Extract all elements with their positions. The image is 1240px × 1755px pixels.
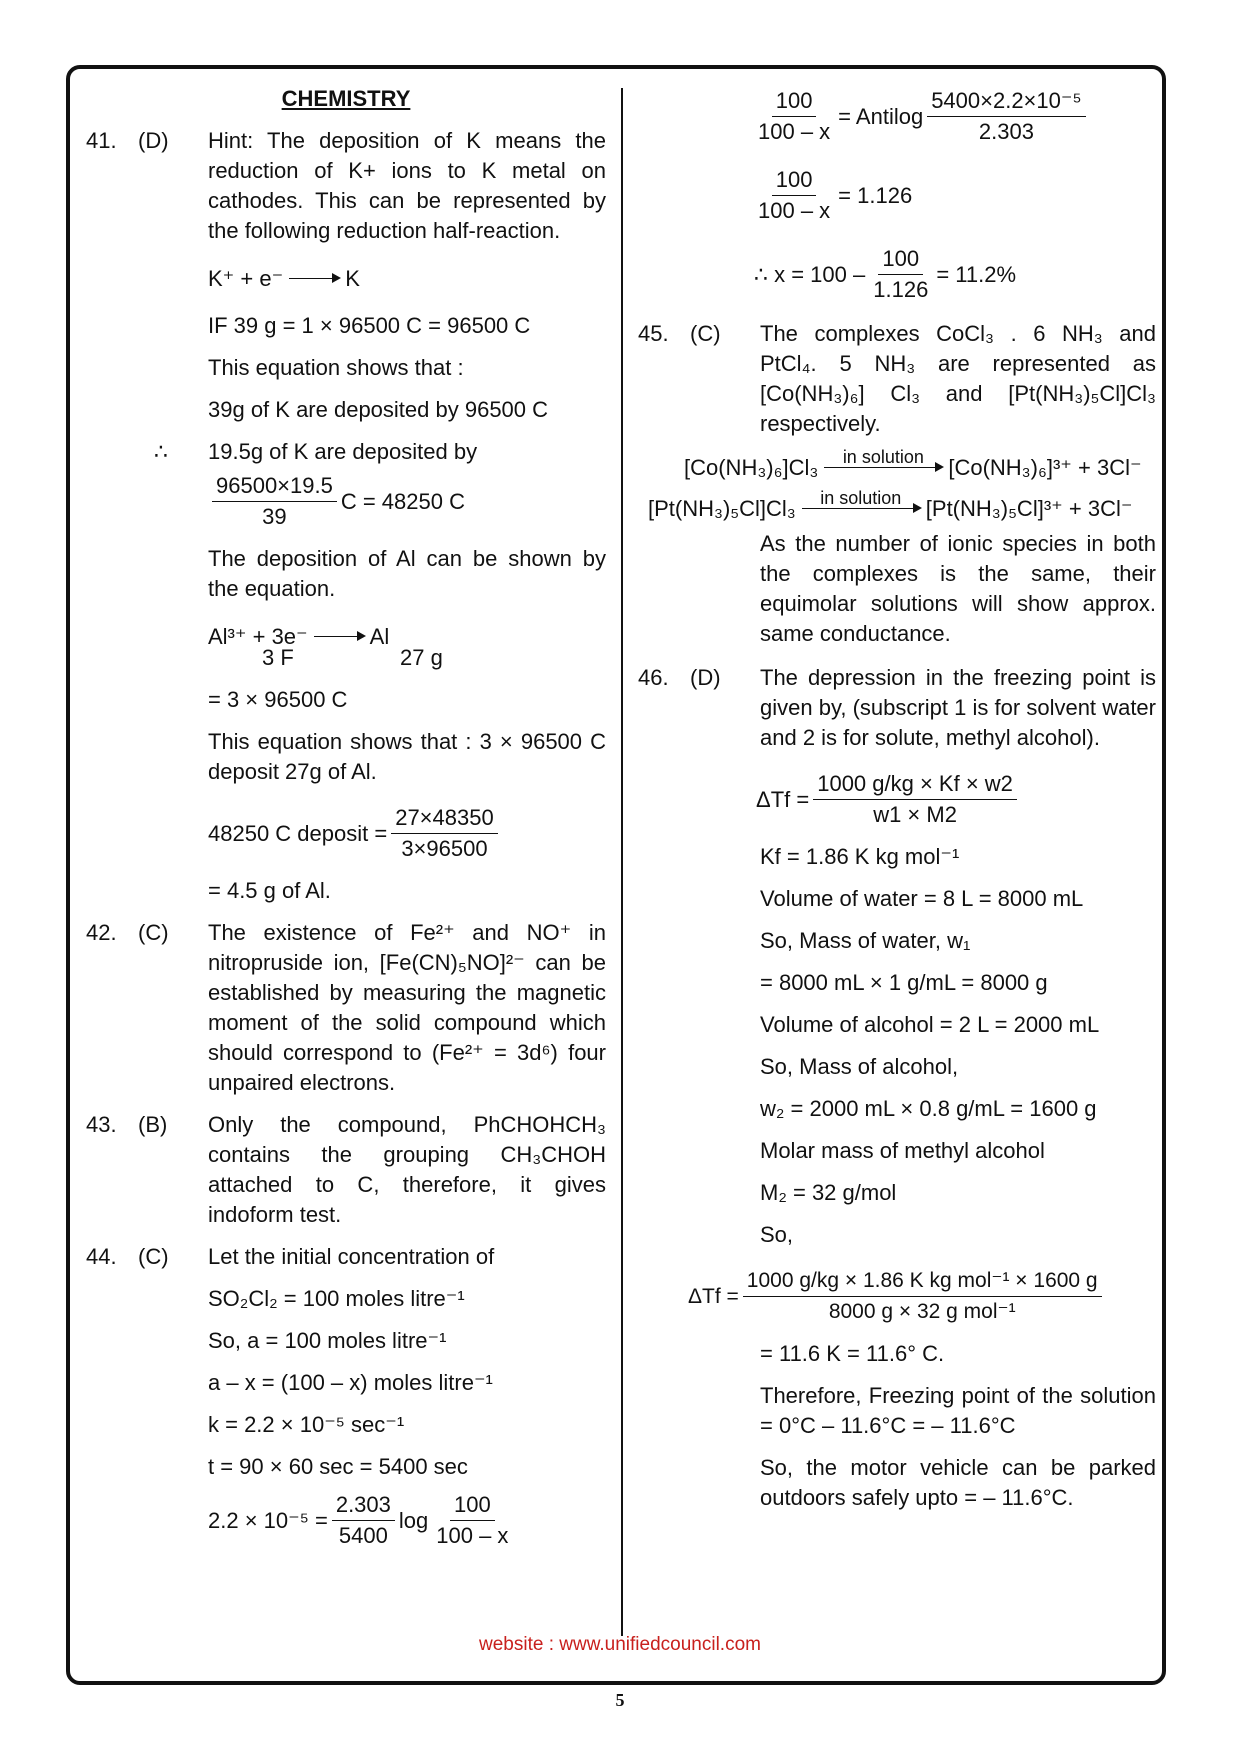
text-line: So, the motor vehicle can be parked outdoors safely upto = – 11.6°C. — [760, 1455, 1156, 1510]
text-line: IF 39 g = 1 × 96500 C = 96500 C — [208, 313, 531, 338]
question-number: 41. — [86, 128, 117, 153]
reaction-arrow — [824, 447, 942, 488]
numerator: 27×48350 — [391, 803, 498, 834]
footer-website: website : www.unifiedcouncil.com — [479, 1634, 761, 1655]
dissociation-pt — [648, 488, 1156, 529]
text-line: = 3 × 96500 C — [208, 687, 348, 712]
text-line: Volume of water = 8 L = 8000 mL — [760, 886, 1084, 911]
reactant: K⁺ + e⁻ — [208, 265, 284, 291]
answer-option: (B) — [138, 1112, 168, 1137]
equation-rest: = 1.126 — [838, 182, 913, 208]
question-45 — [638, 319, 1156, 439]
denominator: 100 – x — [436, 1523, 509, 1548]
question-text: Let the initial concentration of — [208, 1244, 495, 1269]
question-text: The existence of Fe²⁺ and NO⁺ in nitropruside ion, [Fe(CN)₅NO]²⁻ can be established by measuring the magnetic moment of the solid compound which should correspond to (Fe²⁺ = 3d⁶) four unpaired electrons. — [208, 920, 606, 1095]
reaction-arrow — [289, 258, 339, 299]
text-line: Molar mass of methyl alcohol — [760, 1138, 1045, 1163]
reaction-sub — [208, 643, 606, 673]
text-line: This equation shows that : 3 × 96500 C deposit 27g of Al. — [208, 729, 606, 784]
fraction — [332, 1490, 395, 1551]
text-line: M₂ = 32 g/mol — [760, 1180, 897, 1205]
text-line: 39g of K are deposited by 96500 C — [208, 397, 549, 422]
numerator: 100 — [878, 244, 923, 275]
question-number: 45. — [638, 321, 669, 346]
text-span: 19.5g of K are deposited by — [208, 439, 478, 464]
question-number: 43. — [86, 1112, 117, 1137]
equation-lead: ΔTf = — [756, 786, 810, 812]
fraction — [391, 803, 498, 864]
equation-lead: 48250 C deposit = — [208, 820, 388, 846]
arrow-label: in solution — [842, 447, 924, 467]
product: Al — [369, 623, 390, 649]
answer-option: (D) — [690, 665, 721, 690]
question-text: Hint: The deposition of K means the reduction of K+ ions to K metal on cathodes. This can be represented by the following reduction half-reaction. — [208, 128, 606, 243]
numerator: 1000 g/kg × 1.86 K kg mol⁻¹ × 1600 g — [743, 1266, 1102, 1297]
equation — [756, 769, 1156, 830]
fraction — [754, 86, 834, 147]
text-line: Volume of alcohol = 2 L = 2000 mL — [760, 1012, 1100, 1037]
text-line — [154, 437, 606, 467]
equation — [754, 244, 1156, 305]
sub-label: 27 g — [400, 645, 443, 670]
fraction — [212, 471, 337, 532]
text-line: = 4.5 g of Al. — [208, 878, 331, 903]
section-heading: CHEMISTRY — [281, 86, 411, 111]
fraction — [754, 165, 834, 226]
reaction-k — [208, 258, 606, 299]
answer-option: (C) — [138, 1244, 169, 1269]
numerator: 5400×2.2×10⁻⁵ — [927, 86, 1085, 117]
equation — [208, 471, 606, 532]
left-column — [86, 84, 606, 1551]
denominator: 1.126 — [873, 277, 929, 302]
text-line: = 8000 mL × 1 g/mL = 8000 g — [760, 970, 1048, 995]
text-line: w₂ = 2000 mL × 0.8 g/mL = 1600 g — [760, 1096, 1097, 1121]
equation-lead: ΔTf = — [688, 1284, 739, 1308]
equation — [750, 86, 1156, 147]
question-number: 42. — [86, 920, 117, 945]
equation-rest: C = 48250 C — [340, 488, 465, 514]
denominator: 5400 — [338, 1523, 388, 1548]
fraction — [927, 86, 1085, 147]
question-44 — [86, 1242, 606, 1272]
question-number: 44. — [86, 1244, 117, 1269]
fraction — [813, 769, 1017, 830]
text-line: t = 90 × 60 sec = 5400 sec — [208, 1454, 468, 1479]
answer-option: (C) — [138, 920, 169, 945]
right-column — [638, 84, 1156, 1513]
equation — [750, 165, 1156, 226]
equation-lead: 2.2 × 10⁻⁵ = — [208, 1507, 328, 1533]
denominator: 39 — [262, 504, 287, 529]
question-41 — [86, 126, 606, 246]
log-label: log — [398, 1507, 429, 1533]
reaction-arrow — [802, 488, 920, 529]
text-line: = 11.6 K = 11.6° C. — [760, 1341, 945, 1366]
text-line: The deposition of Al can be shown by the equation. — [208, 546, 606, 601]
numerator: 2.303 — [332, 1490, 395, 1521]
answer-option: (D) — [138, 128, 169, 153]
text-line: So, Mass of alcohol, — [760, 1054, 959, 1079]
question-46 — [638, 663, 1156, 753]
denominator: 3×96500 — [401, 836, 488, 861]
denominator: 100 – x — [758, 119, 831, 144]
complex: [Co(NH₃)₆]Cl₃ — [684, 454, 819, 480]
ions: [Co(NH₃)₆]³⁺ + 3Cl⁻ — [948, 454, 1142, 480]
page-number: 5 — [615, 1690, 625, 1710]
denominator: w1 × M2 — [873, 802, 957, 827]
question-text: The depression in the freezing point is given by, (subscript 1 is for solvent water and 2 is for solute, methyl alcohol). — [760, 665, 1156, 750]
numerator: 1000 g/kg × Kf × w2 — [813, 769, 1017, 800]
numerator: 96500×19.5 — [212, 471, 337, 502]
answer-option: (C) — [690, 321, 721, 346]
text-line: As the number of ionic species in both the complexes is the same, their equimolar solutions will show approx. same conductance. — [760, 531, 1156, 646]
equation-rest: = 11.2% — [936, 261, 1017, 287]
text-line: a – x = (100 – x) moles litre⁻¹ — [208, 1370, 493, 1395]
dissociation-co — [684, 447, 1156, 488]
question-number: 46. — [638, 665, 669, 690]
equation-lead: ∴ x = 100 – — [754, 261, 866, 287]
question-text: The complexes CoCl₃ . 6 NH₃ and PtCl₄. 5 NH₃ are represented as [Co(NH₃)₆] Cl₃ and [Pt(NH₃)₅Cl]Cl₃ respectively. — [760, 321, 1156, 436]
text-line: k = 2.2 × 10⁻⁵ sec⁻¹ — [208, 1412, 405, 1437]
text-line: So, Mass of water, w₁ — [760, 928, 971, 953]
question-42 — [86, 918, 606, 1098]
column-divider — [621, 88, 623, 1636]
fraction — [743, 1266, 1102, 1327]
numerator: 100 — [772, 86, 817, 117]
text-line: This equation shows that : — [208, 355, 464, 380]
numerator: 100 — [772, 165, 817, 196]
text-line: So, — [760, 1222, 794, 1247]
equation — [208, 1490, 606, 1551]
denominator: 100 – x — [758, 198, 831, 223]
text-line: So, a = 100 moles litre⁻¹ — [208, 1328, 447, 1353]
text-line: Kf = 1.86 K kg mol⁻¹ — [760, 844, 960, 869]
text-line: Therefore, Freezing point of the solution = 0°C – 11.6°C = – 11.6°C — [760, 1383, 1156, 1438]
numerator: 100 — [450, 1490, 495, 1521]
equation — [208, 803, 606, 864]
equation — [688, 1266, 1156, 1327]
denominator: 2.303 — [978, 119, 1034, 144]
equation-mid: = Antilog — [838, 103, 924, 129]
ions: [Pt(NH₃)₅Cl]³⁺ + 3Cl⁻ — [925, 495, 1133, 521]
text-line: SO₂Cl₂ = 100 moles litre⁻¹ — [208, 1286, 465, 1311]
question-43 — [86, 1110, 606, 1230]
product: K — [345, 265, 360, 291]
question-text: Only the compound, PhCHOHCH₃ contains the grouping CH₃CHOH attached to C, therefore, it gives indoform test. — [208, 1112, 606, 1227]
therefore-symbol: ∴ — [154, 439, 168, 464]
sub-label: 3 F — [262, 645, 294, 670]
denominator: 8000 g × 32 g mol⁻¹ — [828, 1300, 1016, 1323]
fraction — [432, 1490, 512, 1551]
fraction — [869, 244, 932, 305]
complex: [Pt(NH₃)₅Cl]Cl₃ — [648, 495, 796, 521]
reactant: Al³⁺ + 3e⁻ — [208, 623, 308, 649]
arrow-label: in solution — [820, 488, 902, 508]
